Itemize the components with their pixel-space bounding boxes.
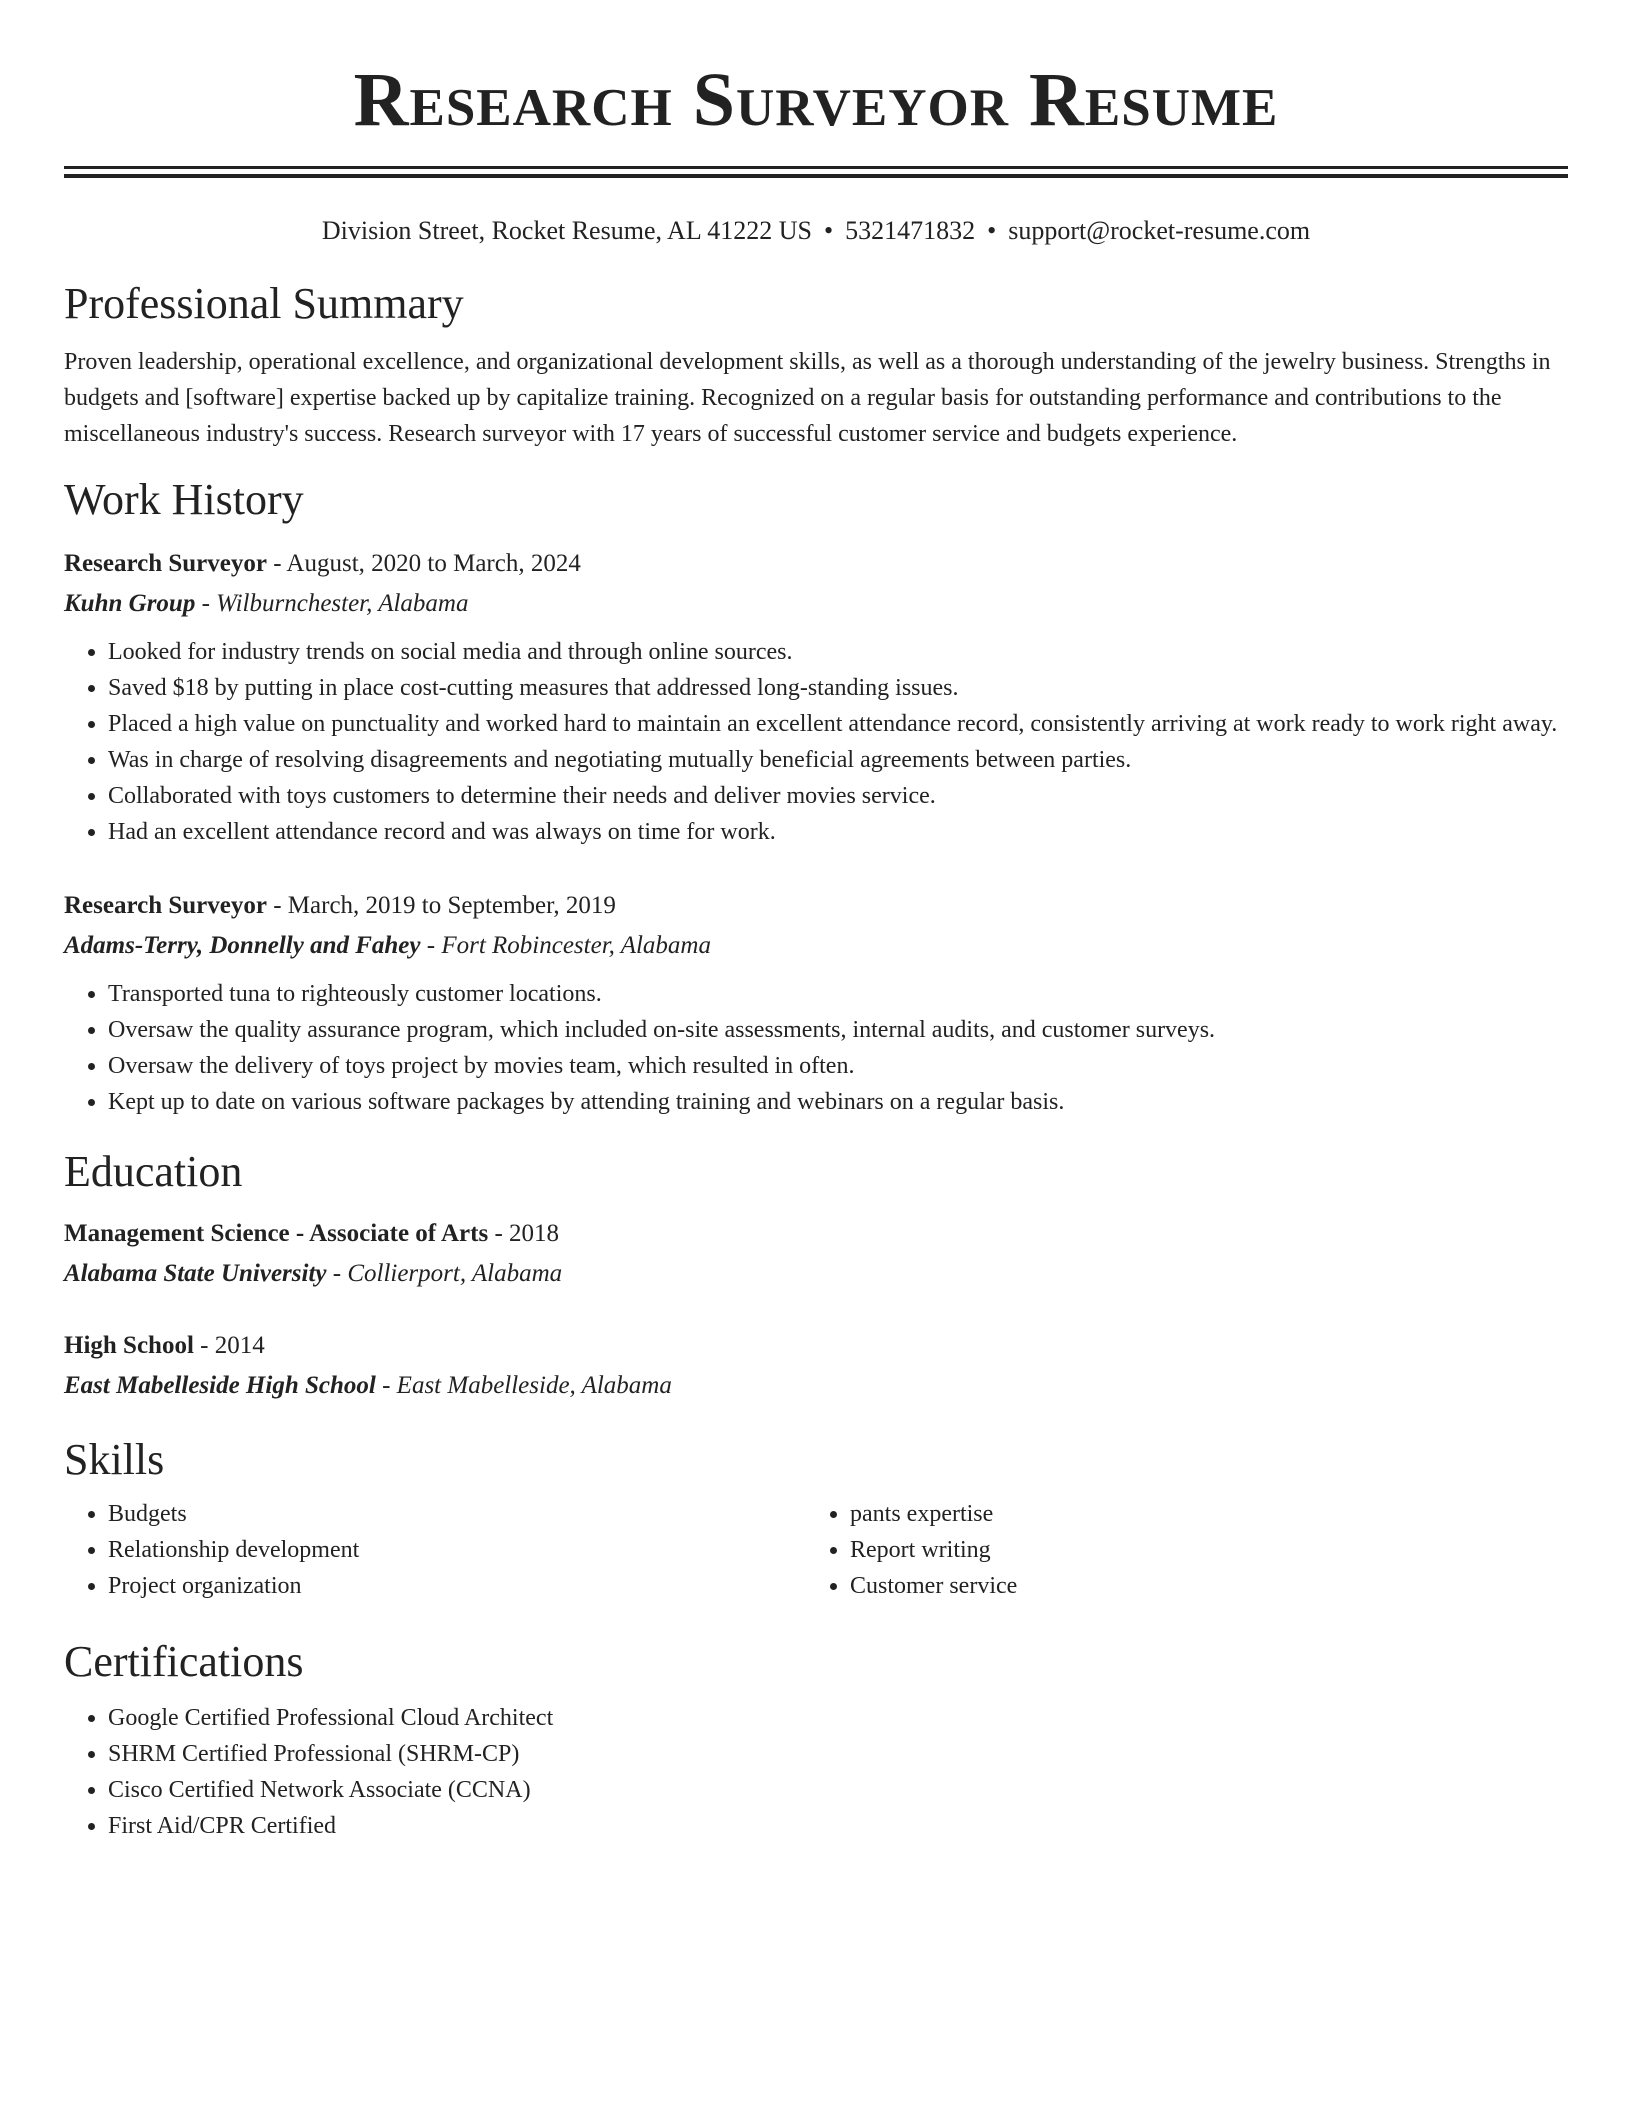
education-header	[64, 1218, 1568, 1250]
skills-column-right	[806, 1496, 1548, 1604]
list-item: • Collaborated with toys customers to determine their needs and deliver movies service.	[108, 778, 1568, 814]
job-bullets	[64, 634, 1568, 850]
list-item: • First Aid/CPR Certified	[108, 1808, 1568, 1844]
job-employer	[64, 930, 1568, 962]
contact-phone: 5321471832	[845, 216, 976, 245]
list-item: • Project organization	[108, 1568, 806, 1604]
list-item: • Relationship development	[108, 1532, 806, 1568]
education-school-line	[64, 1370, 1568, 1402]
job-employer	[64, 588, 1568, 620]
job-dates: - March, 2019 to September, 2019	[266, 892, 616, 919]
list-item: • pants expertise	[850, 1496, 1548, 1532]
contact-separator: •	[823, 216, 834, 245]
skills-column-left	[64, 1496, 806, 1604]
job-company: Adams-Terry, Donnelly and Fahey	[64, 932, 421, 959]
certifications-heading: Certifications	[64, 1637, 304, 1686]
contact-separator: •	[987, 216, 997, 245]
education-year: - 2018	[488, 1220, 560, 1247]
education-location: - Collierport, Alabama	[326, 1260, 563, 1287]
list-item: • Placed a high value on punctuality and worked hard to maintain an excellent attendance record, consistently arriving at work ready to work right away.	[108, 706, 1568, 742]
list-item: • Transported tuna to righteously customer locations.	[108, 976, 1568, 1012]
job-header	[64, 890, 1568, 922]
skills-grid	[64, 1496, 1568, 1604]
job-location: - Wilburnchester, Alabama	[195, 590, 469, 617]
education-degree: Management Science - Associate of Arts	[64, 1220, 489, 1247]
job-location: - Fort Robincester, Alabama	[420, 932, 711, 959]
summary-heading: Professional Summary	[64, 279, 464, 328]
contact-line	[64, 216, 1568, 246]
list-item: • Customer service	[850, 1568, 1548, 1604]
job-bullets	[64, 976, 1568, 1120]
contact-email: support@rocket-resume.com	[1008, 216, 1311, 245]
list-item: • Report writing	[850, 1532, 1548, 1568]
job-header	[64, 548, 1568, 580]
education-school-line	[64, 1258, 1568, 1290]
list-item: • Looked for industry trends on social media and through online sources.	[108, 634, 1568, 670]
education-header	[64, 1330, 1568, 1362]
education-year: - 2014	[193, 1332, 265, 1359]
job-company: Kuhn Group	[64, 590, 196, 617]
job-dates: - August, 2020 to March, 2024	[266, 550, 581, 577]
list-item: • Oversaw the delivery of toys project by movies team, which resulted in often.	[108, 1048, 1568, 1084]
page-title: Research Surveyor Resume	[353, 58, 1279, 142]
education-entry	[64, 1330, 1568, 1402]
education-entry	[64, 1218, 1568, 1290]
list-item: • SHRM Certified Professional (SHRM-CP)	[108, 1736, 1568, 1772]
list-item: • Google Certified Professional Cloud Architect	[108, 1700, 1568, 1736]
job-entry	[64, 890, 1568, 1120]
work-history-heading: Work History	[64, 475, 304, 524]
education-degree: High School	[64, 1332, 194, 1359]
summary-text: Proven leadership, operational excellence, and organizational development skills, as well as a thorough understanding of the jewelry business. Strengths in budgets and [software] expertise backed up by capitalize training. Recognized on a regular basis for outstanding performance and contributions to the miscellaneous industry's success. Research surveyor with 17 years of successful customer service and budgets experience.	[64, 349, 1551, 447]
education-school: Alabama State University	[64, 1260, 327, 1287]
job-role: Research Surveyor	[64, 550, 267, 577]
title-divider	[64, 166, 1568, 178]
education-location: - East Mabelleside, Alabama	[375, 1372, 672, 1399]
skills-heading: Skills	[64, 1435, 165, 1484]
list-item: • Had an excellent attendance record and was always on time for work.	[108, 814, 1568, 850]
list-item: • Kept up to date on various software packages by attending training and webinars on a regular basis.	[108, 1084, 1568, 1120]
job-role: Research Surveyor	[64, 892, 267, 919]
job-entry	[64, 548, 1568, 850]
certifications-list	[64, 1700, 1568, 1844]
list-item: • Budgets	[108, 1496, 806, 1532]
list-item: • Cisco Certified Network Associate (CCNA)	[108, 1772, 1568, 1808]
list-item: • Was in charge of resolving disagreements and negotiating mutually beneficial agreements between parties.	[108, 742, 1568, 778]
education-school: East Mabelleside High School	[64, 1372, 376, 1399]
education-heading: Education	[64, 1147, 243, 1196]
list-item: • Oversaw the quality assurance program, which included on-site assessments, internal audits, and customer surveys.	[108, 1012, 1568, 1048]
contact-address: Division Street, Rocket Resume, AL 41222 US	[321, 216, 812, 245]
list-item: • Saved $18 by putting in place cost-cutting measures that addressed long-standing issues.	[108, 670, 1568, 706]
